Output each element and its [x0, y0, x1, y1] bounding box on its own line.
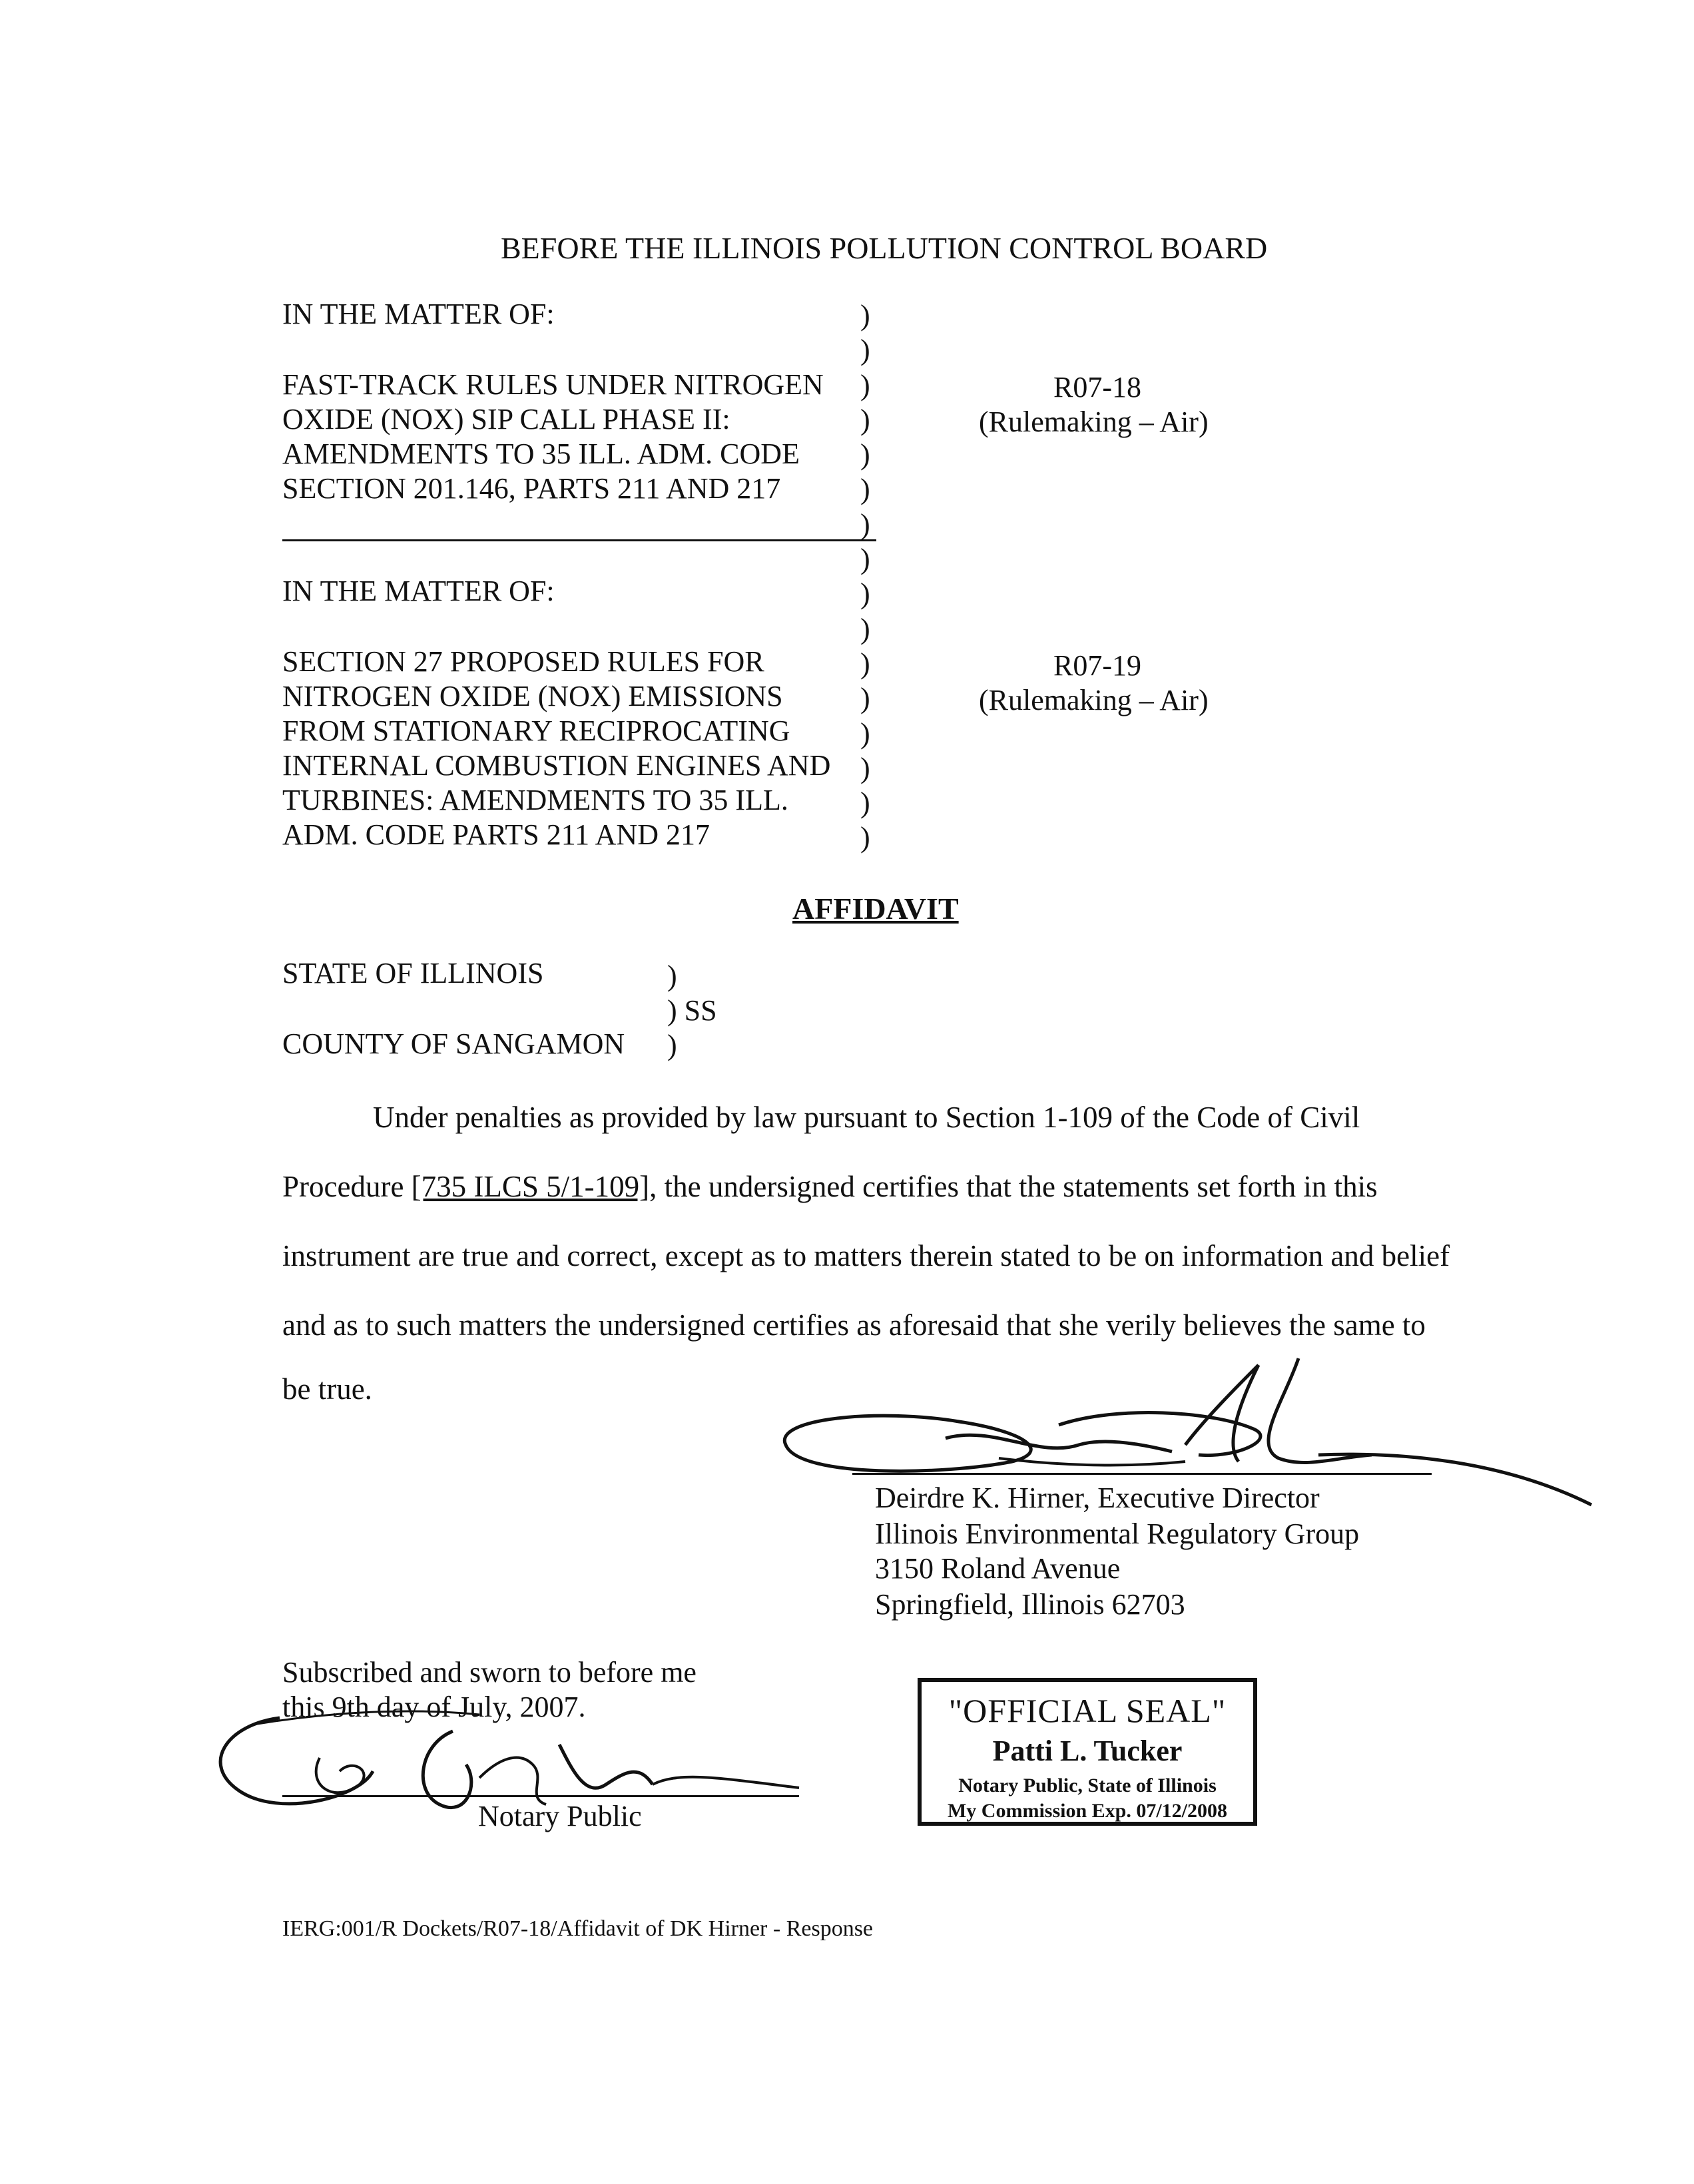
signatory-name: Deirdre K. Hirner, Executive Director: [875, 1482, 1320, 1514]
affidavit-body-line-4: and as to such matters the undersigned certifies as aforesaid that she verily believes the same to: [282, 1308, 1426, 1342]
matter1-line-2: OXIDE (NOX) SIP CALL PHASE II:: [282, 403, 730, 435]
affidavit-body-line-1: Under penalties as provided by law pursuant to Section 1-109 of the Code of Civil: [373, 1101, 1360, 1134]
matter2-type: (Rulemaking – Air): [979, 684, 1209, 716]
matter2-line-6: ADM. CODE PARTS 211 AND 217: [282, 818, 710, 851]
signatory-city: Springfield, Illinois 62703: [875, 1588, 1185, 1621]
matter2-label: IN THE MATTER OF:: [282, 575, 555, 607]
ss-paren-bottom: ): [667, 1029, 677, 1061]
matter2-line-3: FROM STATIONARY RECIPROCATING: [282, 714, 790, 747]
matter1-label: IN THE MATTER OF:: [282, 298, 555, 330]
matter1-line-1: FAST-TRACK RULES UNDER NITROGEN: [282, 368, 824, 401]
footer-path: IERG:001/R Dockets/R07-18/Affidavit of DK Hirner - Response: [282, 1916, 874, 1941]
seal-line-3: Notary Public, State of Illinois: [958, 1774, 1217, 1796]
matter-divider: [282, 539, 876, 541]
matter1-line-4: SECTION 201.146, PARTS 211 AND 217: [282, 472, 781, 505]
matter2-line-1: SECTION 27 PROPOSED RULES FOR: [282, 645, 764, 678]
body-text: , the undersigned certifies that the statements set forth in this: [649, 1170, 1378, 1203]
statute-citation: [735 ILCS 5/1-109]: [411, 1170, 650, 1203]
ss-label: ) SS: [667, 994, 717, 1027]
notary-line-2: this 9th day of July, 2007.: [282, 1691, 586, 1723]
matter1-line-3: AMENDMENTS TO 35 ILL. ADM. CODE: [282, 437, 800, 470]
matter2-docket: R07-19: [1053, 649, 1141, 682]
official-seal-stamp: [918, 1678, 1257, 1826]
matter1-type: (Rulemaking – Air): [979, 406, 1209, 438]
seal-title: "OFFICIAL SEAL": [948, 1692, 1227, 1729]
county-line: COUNTY OF SANGAMON: [282, 1027, 625, 1060]
matter2-line-5: TURBINES: AMENDMENTS TO 35 ILL.: [282, 784, 788, 816]
caption-parentheses: ) ) ) ) ) ) ) ) ) ) ) ) ) ) ) ): [860, 299, 870, 854]
signatory-org: Illinois Environmental Regulatory Group: [875, 1517, 1360, 1550]
notary-line-1: Subscribed and sworn to before me: [282, 1656, 697, 1689]
affidavit-heading: AFFIDAVIT: [792, 892, 959, 926]
affidavit-body-line-2: [282, 1169, 1378, 1204]
seal-line-4: My Commission Exp. 07/12/2008: [947, 1800, 1228, 1822]
state-line: STATE OF ILLINOIS: [282, 957, 544, 989]
ss-paren-top: ): [667, 959, 677, 992]
seal-name: Patti L. Tucker: [992, 1735, 1183, 1767]
matter1-docket: R07-18: [1053, 371, 1141, 404]
signature-line: [852, 1473, 1432, 1475]
body-text: Procedure: [282, 1170, 412, 1203]
affidavit-body-line-5: be true.: [282, 1372, 372, 1406]
affidavit-body-line-3: instrument are true and correct, except as to matters therein stated to be on information and belief: [282, 1239, 1450, 1272]
signatory-street: 3150 Roland Avenue: [875, 1552, 1121, 1585]
matter2-line-2: NITROGEN OXIDE (NOX) EMISSIONS: [282, 680, 783, 712]
notary-signature-line: [282, 1795, 799, 1797]
page-title: BEFORE THE ILLINOIS POLLUTION CONTROL BOARD: [501, 231, 1268, 265]
matter2-line-4: INTERNAL COMBUSTION ENGINES AND: [282, 749, 831, 782]
notary-label: Notary Public: [478, 1800, 642, 1832]
